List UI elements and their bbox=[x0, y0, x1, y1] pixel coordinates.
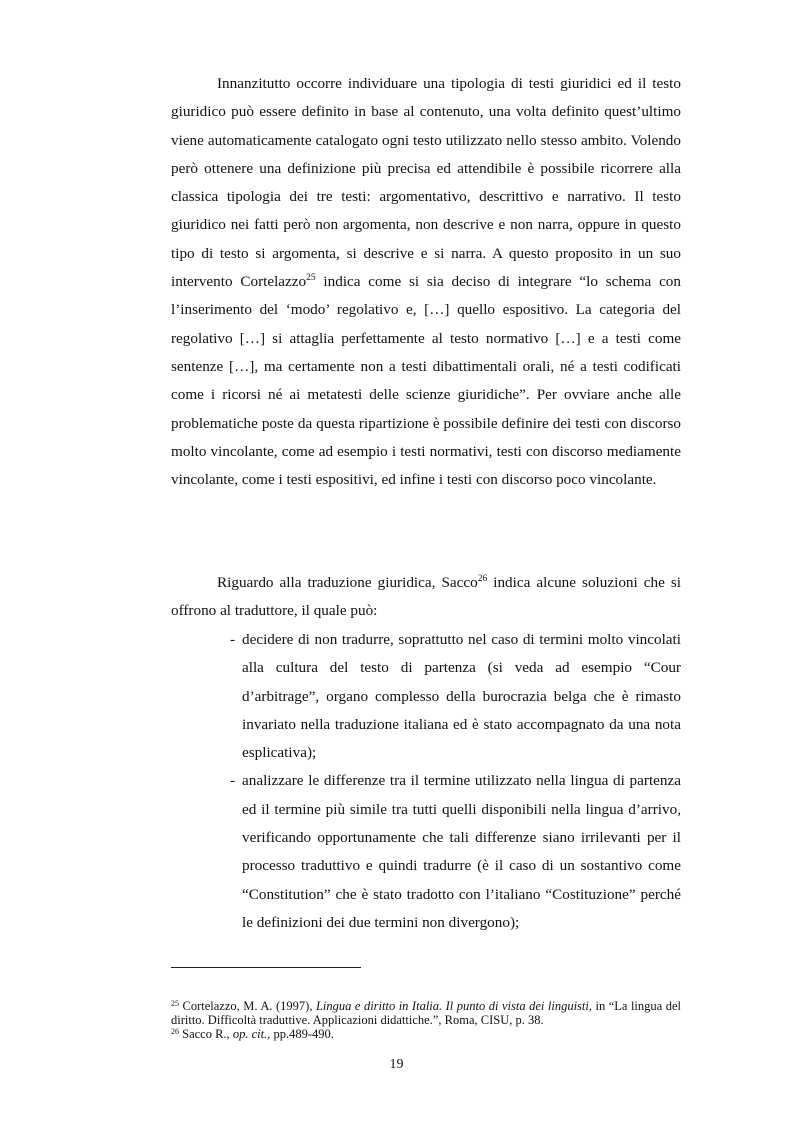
paragraph-1-text-a: Innanzitutto occorre individuare una tipologia di testi giuridici ed il testo giuridico può essere definito in base al contenuto, una volta definito quest’ultimo viene automaticamente catalogato ogni testo utilizzato nello stesso ambito. Volendo però ottenere una definizione più precisa ed attendibile è possibile ricorrere alla classica tipologia dei tre testi: argomentativo, descrittivo e narrativo. Il testo giuridico nei fatti però non argomenta, non descrive e non narra, oppure in questo tipo di testo si argomenta, si descrive e si narra. A questo proposito in un suo intervento Cortelazzo bbox=[171, 75, 681, 291]
solutions-list bbox=[171, 626, 681, 937]
footnote-ref-26[interactable]: 26 bbox=[477, 574, 488, 584]
footnote-text: Sacco R., bbox=[179, 1026, 233, 1041]
footnote-number: 26 bbox=[171, 1026, 179, 1036]
list-marker: - bbox=[230, 772, 236, 790]
footnote-number: 25 bbox=[171, 999, 179, 1008]
footnote-ref-25[interactable]: 25 bbox=[306, 273, 316, 284]
page-number: 19 bbox=[389, 1057, 404, 1072]
footnote-25 bbox=[171, 1000, 681, 1028]
footnote-26 bbox=[171, 1028, 681, 1042]
footnote-text: Cortelazzo, M. A. (1997), bbox=[179, 999, 316, 1013]
footnote-title: Lingua e diritto in Italia. Il punto di vista dei linguisti, bbox=[315, 999, 592, 1013]
list-item-text: decidere di non tradurre, soprattutto nel caso di termini molto vincolati alla cultura del testo di partenza (si veda ad esempio “Cour d’arbitrage”, organo complesso della burocrazia belga che è rimasto invariato nella traduzione italiana ed è stato accompagnato da una nota esplicativa); bbox=[242, 631, 681, 762]
list-item-text: analizzare le differenze tra il termine utilizzato nella lingua di partenza ed il termine più simile tra tutti quelli disponibili nella lingua d’arrivo, verificando opportunamente che tali differenze siano irrilevanti per il processo traduttivo e quindi tradurre (è il caso di un sostantivo come “Constitution” che è stato tradotto con l’italiano “Costituzione” perché le definizioni dei due termini non divergono); bbox=[242, 772, 681, 931]
list-item bbox=[171, 626, 681, 767]
list-marker: - bbox=[230, 631, 236, 648]
paragraph-2-text-a: Riguardo alla traduzione giuridica, Sacco bbox=[217, 574, 478, 591]
footnotes bbox=[171, 1000, 681, 1041]
footnote-title: op. cit., bbox=[232, 1026, 271, 1041]
footnote-text: pp.489-490. bbox=[270, 1026, 334, 1041]
footnote-text: in “La lingua del diritto. Difficoltà traduttive. Applicazioni didattiche.”, Roma, CISU, p. 38. bbox=[171, 999, 681, 1027]
list-item bbox=[171, 767, 681, 937]
paragraph-2-text-b: indica alcune soluzioni che si offrono al traduttore, il quale può: bbox=[171, 574, 681, 620]
body-paragraph-1 bbox=[171, 70, 681, 494]
body-paragraph-2 bbox=[171, 569, 681, 626]
footnote-separator bbox=[171, 967, 361, 968]
paragraph-1-text-b: indica come si sia deciso di integrare “lo schema con l’inserimento del ‘modo’ regolativo e, […] quello espositivo. La categoria del regolativo […] si attaglia perfettamente al testo normativo […] e a testi come sentenze […], ma certamente non a testi dibattimentali orali, né a testi codificati come i ricorsi né ai metatesti delle scienze giuridiche”. Per ovviare anche alle problematiche poste da questa ripartizione è possibile definire dei testi con discorso molto vincolante, come ad esempio i testi normativi, testi con discorso mediamente vincolante, come i testi espositivi, ed infine i testi con discorso poco vincolante. bbox=[171, 273, 681, 489]
